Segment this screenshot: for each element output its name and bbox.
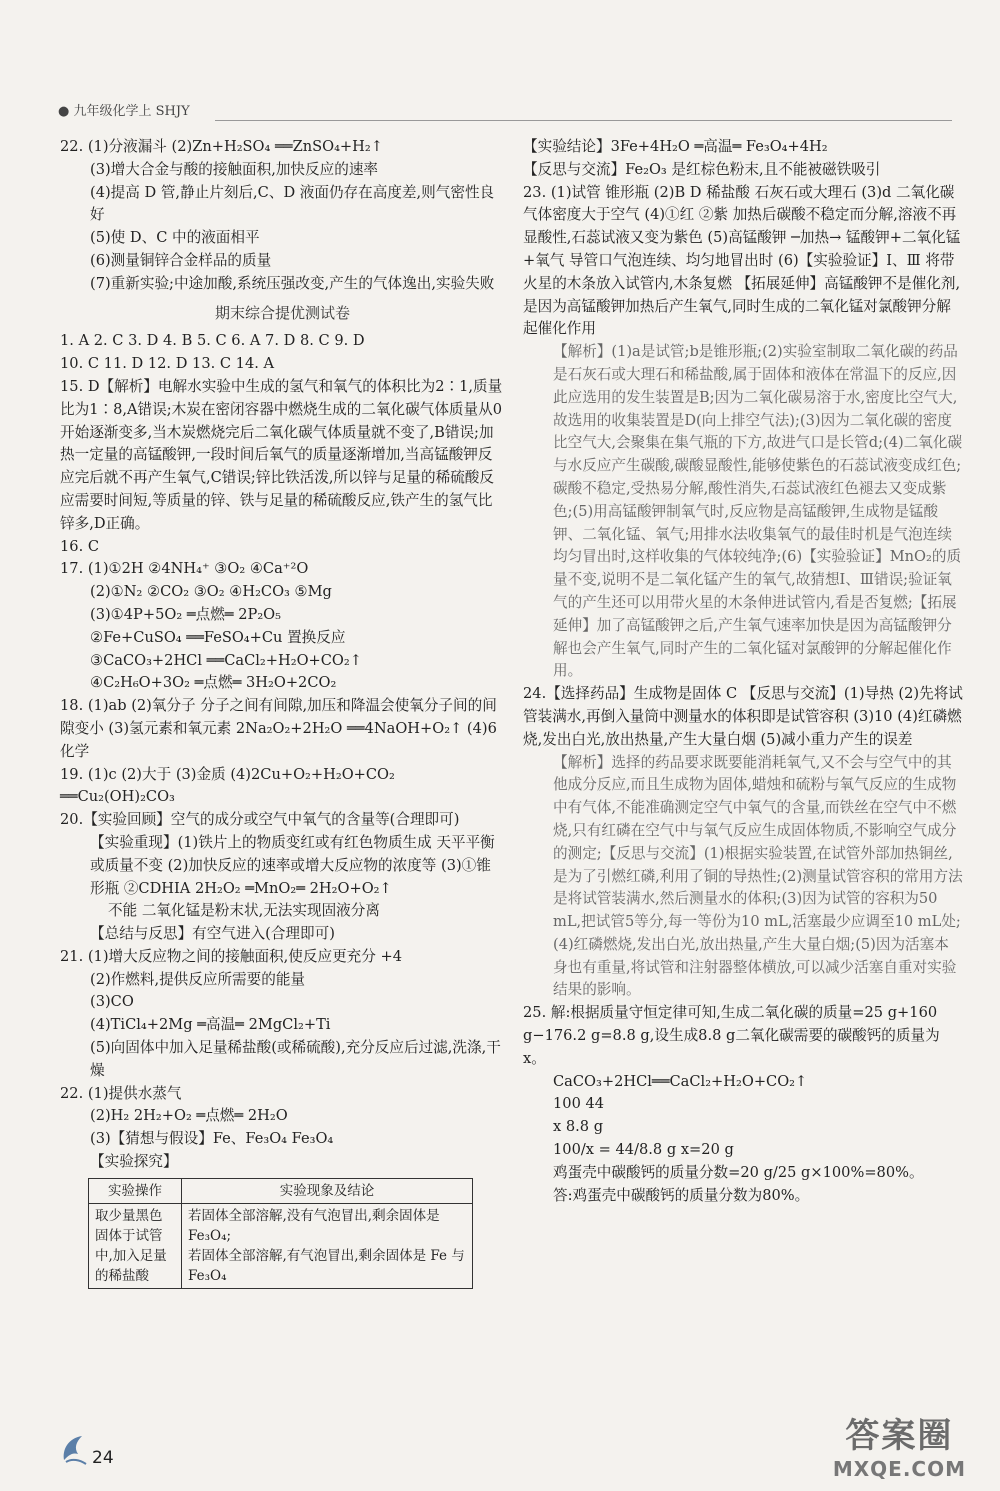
q16: 16. C [60, 537, 100, 555]
q22a-line: (7)重新实验;中途加酸,系统压强改变,产生的气体逸出,实验失败 [90, 274, 495, 292]
q17-line: (2)①N₂ ②CO₂ ③O₂ ④H₂CO₃ ⑤Mg [90, 583, 332, 601]
table-cell-operation: 取少量黑色固体于试管中,加入足量的稀盐酸 [89, 1203, 182, 1288]
q22a-line: 22. (1)分液漏斗 (2)Zn+H₂SO₄ ══ZnSO₄+H₂↑ [60, 138, 383, 155]
q22b-line: (2)H₂ 2H₂+O₂ ═点燃═ 2H₂O [90, 1107, 288, 1125]
watermark-url: MXQE.COM [832, 1457, 966, 1481]
q22-reflection: 【反思与交流】Fe₂O₃ 是红棕色粉末,且不能被磁铁吸引 [523, 160, 881, 178]
q20-line: 20.【实验回顾】空气的成分或空气中氧气的含量等(合理即可) [60, 811, 460, 829]
q22b-line: 【实验探究】 [90, 1153, 178, 1171]
result-line: 若固体全部溶解,有气泡冒出,剩余固体是 Fe 与 Fe₃O₄ [188, 1247, 465, 1284]
q20-line: 【实验重现】(1)铁片上的物质变红或有红色物质生成 天平平衡或质量不变 (2)加快反应的速率或增大反应物的浓度等 (3)①锥形瓶 ②CDHIA 2H₂O₂ ═MnO₂═ 2H₂O+O₂↑ [90, 833, 495, 897]
q25-line: 答:鸡蛋壳中碳酸钙的质量分数为80%。 [553, 1186, 810, 1204]
q22a-line: (4)提高 D 管,静止片刻后,C、D 液面仍存在高度差,则气密性良好 [90, 183, 495, 224]
q21-line: (2)作燃料,提供反应所需要的能量 [90, 970, 306, 988]
q20-line: 【总结与反思】有空气进入(合理即可) [90, 925, 335, 943]
mc-answers: 10. C 11. D 12. D 13. C 14. A [60, 355, 275, 373]
q21-line: 21. (1)增大反应物之间的接触面积,使反应更充分 +4 [60, 947, 402, 965]
page-header: ● 九年级化学上 SHJY [58, 104, 190, 119]
q17-line: ③CaCO₃+2HCl ══CaCl₂+H₂O+CO₂↑ [90, 651, 362, 669]
q24-analysis: 【解析】选择的药品要求既要能消耗氧气,又不会与空气中的其他成分反应,而且生成物为固体,蜡烛和硫粉与氧气反应的生成物中有气体,不能准确测定空气中氧气的含量,而铁丝在空气中不燃烧,只有红磷在空气中与氧气反应生成固体物质,不影响空气成分的测定;【反思与交流】(1)根据实验装置,在试管外部加热铜丝,是为了引燃红磷,利用了铜的导热性;(2)测量试管容积的常用方法是将试管装满水,然后测量水的体积;(3)因为试管的容积为50 mL,把试管5等分,每一等份为10 mL,活塞最少应调至10 mL处;(4)红磷燃烧,发出白光,放出热量,产生大量白烟;(5)因为活塞本身也有重量,将试管和注射器整体横放,可以减少活塞自重对实验结果的影响。 [553, 753, 963, 999]
dolphin-logo-icon [60, 1432, 90, 1466]
mc-answers: 1. A 2. C 3. D 4. B 5. C 6. A 7. D 8. C 9. D [60, 332, 365, 350]
table-header: 实验现象及结论 [182, 1178, 473, 1203]
q24: 24.【选择药品】生成物是固体 C 【反思与交流】(1)导热 (2)先将试管装满水,再倒入量筒中测量水的体积即是试管容积 (3)10 (4)红磷燃烧,发出白光,放出热量,产生大量白烟 (5)减小重力产生的误差 [523, 685, 963, 748]
q17-line: (3)①4P+5O₂ ═点燃═ 2P₂O₅ [90, 605, 281, 623]
table-cell-result [182, 1203, 473, 1288]
q17-line: ②Fe+CuSO₄ ══FeSO₄+Cu 置换反应 [90, 628, 346, 646]
section-title: 期末综合提优测试卷 [214, 303, 350, 322]
q21-line: (4)TiCl₄+2Mg ═高温═ 2MgCl₂+Ti [90, 1016, 331, 1034]
q22a-line: (3)增大合金与酸的接触面积,加快反应的速率 [90, 160, 379, 178]
q25-line: 100 44 [553, 1095, 605, 1113]
watermark [833, 1408, 966, 1481]
q19: 19. (1)c (2)大于 (3)金质 (4)2Cu+O₂+H₂O+CO₂ ══Cu₂(OH)₂CO₃ [60, 765, 395, 806]
q22b-line: (3)【猜想与假设】Fe、Fe₃O₄ Fe₃O₄ [90, 1130, 334, 1148]
q17-line: ④C₂H₆O+3O₂ ═点燃═ 3H₂O+2CO₂ [90, 674, 337, 692]
q21-line: (3)CO [90, 993, 134, 1011]
q25-line: CaCO₃+2HCl══CaCl₂+H₂O+CO₂↑ [553, 1072, 808, 1090]
q18: 18. (1)ab (2)氧分子 分子之间有间隙,加压和降温会使氧分子间的间隙变小 (3)氢元素和氧元素 2Na₂O₂+2H₂O ══4NaOH+O₂↑ (4)6 化学 [60, 697, 497, 760]
result-line: 若固体全部溶解,没有气泡冒出,剩余固体是 Fe₃O₄; [188, 1207, 440, 1244]
header-rule [215, 120, 952, 121]
q22a-line: (6)测量铜锌合金样品的质量 [90, 251, 272, 269]
q23: 23. (1)试管 锥形瓶 (2)B D 稀盐酸 石灰石或大理石 (3)d 二氧化碳气体密度大于空气 (4)①红 ②紫 加热后碳酸不稳定而分解,溶液不再显酸性,石蕊试液又变为紫色 (5)高锰酸钾 ─加热→ 锰酸钾+二氧化锰+氧气 导管口气泡连续、均匀地冒出时 (6)【实验验证】Ⅰ、Ⅲ 将带火星的木条放入试管内,木条复燃 【拓展延伸】高锰酸钾不是催化剂,是因为高锰酸钾加热后产生氧气,同时生成的二氧化锰对氯酸钾分解起催化作用 [523, 183, 961, 338]
q25-line: x 8.8 g [553, 1118, 604, 1136]
q22a-line: (5)使 D、C 中的液面相平 [90, 229, 260, 247]
q25-line: 100/x = 44/8.8 g x=20 g [553, 1141, 734, 1159]
page-number: 24 [92, 1448, 114, 1468]
q15: 15. D【解析】电解水实验中生成的氢气和氧气的体积比为2∶1,质量比为1∶8,A错误;木炭在密闭容器中燃烧生成的二氧化碳气体质量从0开始逐渐变多,当木炭燃烧完后二氧化碳气体质量就不变了,B错误;加热一定量的高锰酸钾,一段时间后氧气的质量逐渐增加,当高锰酸钾反应完后就不再产生氧气,C错误;锌比铁活泼,所以锌与足量的稀硫酸反应需要时间短,等质量的锌、铁与足量的稀硫酸反应,铁产生的氢气比锌多,D正确。 [60, 377, 503, 532]
q25-line: 25. 解:根据质量守恒定律可知,生成二氧化碳的质量=25 g+160 g−176.2 g=8.8 g,设生成8.8 g二氧化碳需要的碳酸钙的质量为 x。 [523, 1004, 940, 1067]
table-header: 实验操作 [89, 1178, 182, 1203]
experiment-table [88, 1178, 473, 1289]
q25-line: 鸡蛋壳中碳酸钙的质量分数=20 g/25 g×100%=80%。 [553, 1163, 924, 1181]
q22b-line: 22. (1)提供水蒸气 [60, 1084, 182, 1102]
q20-line: 不能 二氧化锰是粉末状,无法实现固液分离 [108, 902, 380, 920]
watermark-title: 答案圈 [845, 1416, 954, 1456]
q22-conclusion: 【实验结论】3Fe+4H₂O ═高温═ Fe₃O₄+4H₂ [523, 138, 828, 155]
q23-analysis: 【解析】(1)a是试管;b是锥形瓶;(2)实验室制取二氧化碳的药品是石灰石或大理石和稀盐酸,属于固体和液体在常温下的反应,因此应选用的发生装置是B;因为二氧化碳易溶于水,密度比空气大,故选用的收集装置是D(向上排空气法);(3)因为二氧化碳的密度比空气大,会聚集在集气瓶的下方,故进气口是长管d;(4)二氧化碳与水反应产生碳酸,碳酸显酸性,能够使紫色的石蕊试液变成红色;碳酸不稳定,受热易分解,酸性消失,石蕊试液红色褪去又变成紫色;(5)用高锰酸钾制氧气时,反应物是高锰酸钾,生成物是锰酸钾、二氧化锰、氧气;用排水法收集氧气的最佳时机是气泡连续均匀冒出时,这样收集的气体较纯净;(6)【实验验证】MnO₂的质量不变,说明不是二氧化锰产生的氧气,故猜想Ⅰ、Ⅲ错误;验证氧气的产生还可以用带火星的木条伸进试管内,看是否复燃;【拓展延伸】加了高锰酸钾之后,产生氧气速率加快是因为高锰酸钾分解也会产生氧气,同时产生的二氧化锰对氯酸钾的分解起催化作用。 [553, 343, 963, 680]
header-text: 九年级化学上 SHJY [73, 104, 190, 119]
left-column [60, 136, 505, 1289]
q17-line: 17. (1)①2H ②4NH₄⁺ ③O₂ ④Ca⁺²O [60, 560, 309, 578]
right-column [523, 136, 963, 1207]
q21-line: (5)向固体中加入足量稀盐酸(或稀硫酸),充分反应后过滤,洗涤,干燥 [90, 1039, 501, 1079]
